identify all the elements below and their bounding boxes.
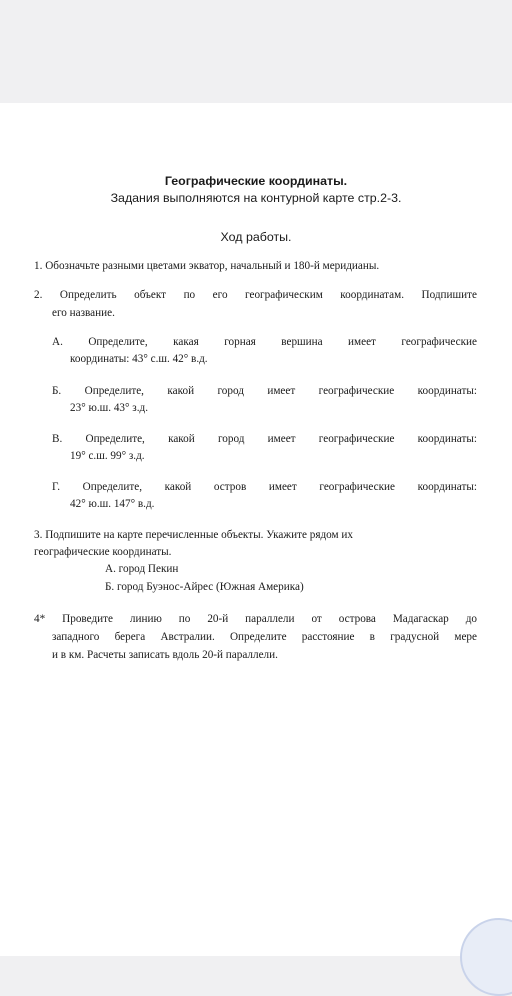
document-page bbox=[0, 103, 512, 956]
task-2b-line-1: Б. Определите, какой город имеет географические координаты: bbox=[52, 385, 477, 397]
task-2-line-2: его название. bbox=[52, 307, 115, 319]
task-2c-line-1: В. Определите, какой город имеет географические координаты: bbox=[52, 433, 477, 445]
task-2a-line-1: А. Определите, какая горная вершина имеет географические bbox=[52, 336, 477, 348]
task-1: 1. Обозначьте разными цветами экватор, начальный и 180-й меридианы. bbox=[34, 260, 380, 272]
document-subtitle: Задания выполняются на контурной карте стр.2-3. bbox=[110, 191, 402, 205]
task-3-line-2: географические координаты. bbox=[34, 546, 172, 558]
task-3b: Б. город Буэнос-Айрес (Южная Америка) bbox=[105, 581, 304, 593]
task-2a-line-2: координаты: 43° с.ш. 42° в.д. bbox=[70, 353, 208, 365]
task-2d-line-2: 42° ю.ш. 147° в.д. bbox=[70, 498, 155, 510]
section-heading: Ход работы. bbox=[220, 230, 292, 244]
task-4-line-3: и в км. Расчеты записать вдоль 20-й параллели. bbox=[52, 649, 278, 661]
task-3a: А. город Пекин bbox=[105, 563, 179, 575]
floating-action-button[interactable] bbox=[460, 918, 512, 996]
task-2d-line-1: Г. Определите, какой остров имеет географические координаты: bbox=[52, 481, 477, 493]
task-4-line-1: 4* Проведите линию по 20-й параллели от острова Мадагаскар до bbox=[34, 613, 477, 625]
task-2b-line-2: 23° ю.ш. 43° з.д. bbox=[70, 402, 148, 414]
task-3-line-1: 3. Подпишите на карте перечисленные объекты. Укажите рядом их bbox=[34, 529, 353, 541]
task-2c-line-2: 19° с.ш. 99° з.д. bbox=[70, 450, 145, 462]
document-title: Географические координаты. bbox=[164, 174, 348, 188]
task-4-line-2: западного берега Австралии. Определите расстояние в градусной мере bbox=[52, 631, 477, 643]
task-2-line-1: 2. Определить объект по его географическим координатам. Подпишите bbox=[34, 289, 477, 301]
